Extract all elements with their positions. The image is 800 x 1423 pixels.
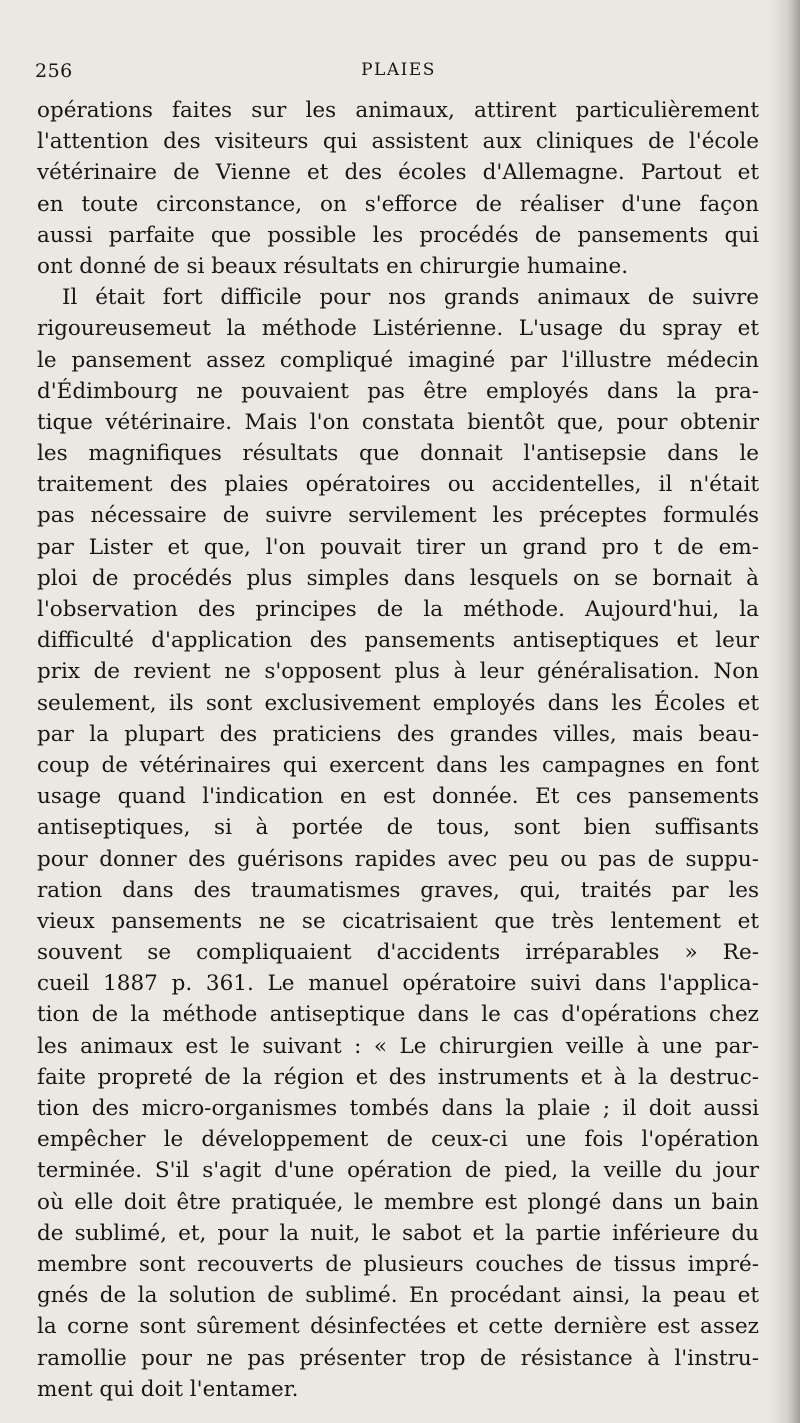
- page-number: 256: [35, 60, 73, 82]
- text-line: le pansement assez compliqué imaginé par l'illustre médecin: [37, 347, 759, 373]
- text-line: usage quand l'indication en est donnée. Et ces pansements: [37, 784, 759, 810]
- text-line: ment qui doit l'entamer.: [37, 1376, 299, 1402]
- text-line: vétérinaire de Vienne et des écoles d'Allemagne. Partout et: [37, 160, 759, 186]
- text-line: les animaux est le suivant : « Le chirurgien veille à une par-: [37, 1033, 759, 1059]
- running-title: PLAIES: [361, 60, 436, 80]
- text-line: d'Édimbourg ne pouvaient pas être employés dans la pra-: [37, 378, 759, 404]
- text-line: rigoureusemeut la méthode Listérienne. L'usage du spray et: [37, 316, 759, 342]
- text-line: la corne sont sûrement désinfectées et cette dernière est assez: [37, 1314, 759, 1340]
- text-line: difficulté d'application des pansements antiseptiques et leur: [37, 628, 759, 654]
- text-line: faite propreté de la région et des instruments et à la destruc-: [37, 1064, 759, 1090]
- text-line: seulement, ils sont exclusivement employés dans les Écoles et: [37, 690, 759, 716]
- body-text: [37, 95, 759, 1405]
- text-line: empêcher le développement de ceux-ci une fois l'opération: [37, 1127, 759, 1153]
- text-line: vieux pansements ne se cicatrisaient que très lentement et: [37, 908, 759, 934]
- text-line: l'observation des principes de la méthode. Aujourd'hui, la: [37, 597, 759, 622]
- text-line: tion de la méthode antiseptique dans le cas d'opérations chez: [37, 1002, 759, 1028]
- text-line: ont donné de si beaux résultats en chirurgie humaine.: [37, 253, 629, 279]
- text-line: prix de revient ne s'opposent plus à leur généralisation. Non: [37, 659, 759, 685]
- text-line: souvent se compliquaient d'accidents irréparables » Re-: [37, 940, 759, 966]
- text-line: pas nécessaire de suivre servilement les préceptes formulés: [37, 503, 759, 529]
- text-line: opérations faites sur les animaux, attirent particulièrement: [37, 98, 759, 123]
- text-line: ration dans des traumatismes graves, qui, traités par les: [37, 877, 759, 903]
- text-line: ramollie pour ne pas présenter trop de résistance à l'instru-: [37, 1345, 759, 1371]
- text-line: pour donner des guérisons rapides avec peu ou pas de suppu-: [37, 846, 759, 872]
- text-line: où elle doit être pratiquée, le membre est plongé dans un bain: [37, 1189, 759, 1215]
- text-line: par Lister et que, l'on pouvait tirer un grand pro t de em-: [37, 534, 759, 560]
- text-line: tion des micro-organismes tombés dans la plaie ; il doit aussi: [37, 1096, 759, 1121]
- text-line: antiseptiques, si à portée de tous, sont bien suffisants: [37, 815, 759, 841]
- running-head: [35, 60, 762, 88]
- text-line: aussi parfaite que possible les procédés de pansements qui: [37, 222, 759, 248]
- text-line: ploi de procédés plus simples dans lesquels on se bornait à: [37, 565, 759, 591]
- text-line: membre sont recouverts de plusieurs couches de tissus impré-: [37, 1251, 759, 1277]
- text-line: de sublimé, et, pour la nuit, le sabot et la partie inférieure du: [37, 1220, 759, 1246]
- text-line: terminée. S'il s'agit d'une opération de pied, la veille du jour: [37, 1158, 759, 1184]
- text-line: en toute circonstance, on s'efforce de réaliser d'une façon: [37, 191, 759, 217]
- text-line: traitement des plaies opératoires ou accidentelles, il n'était: [37, 472, 759, 498]
- text-line: les magnifiques résultats que donnait l'antisepsie dans le: [37, 441, 759, 467]
- text-line: tique vétérinaire. Mais l'on constata bientôt que, pour obtenir: [37, 409, 759, 435]
- paragraph-first-line: Il était fort difficile pour nos grands animaux de suivre: [62, 285, 759, 311]
- text-line: cueil 1887 p. 361. Le manuel opératoire suivi dans l'applica-: [37, 971, 759, 997]
- text-line: l'attention des visiteurs qui assistent aux cliniques de l'école: [37, 129, 759, 155]
- text-line: gnés de la solution de sublimé. En procédant ainsi, la peau et: [37, 1283, 759, 1309]
- text-line: coup de vétérinaires qui exercent dans les campagnes en font: [37, 752, 759, 778]
- text-line: par la plupart des praticiens des grandes villes, mais beau-: [37, 721, 759, 747]
